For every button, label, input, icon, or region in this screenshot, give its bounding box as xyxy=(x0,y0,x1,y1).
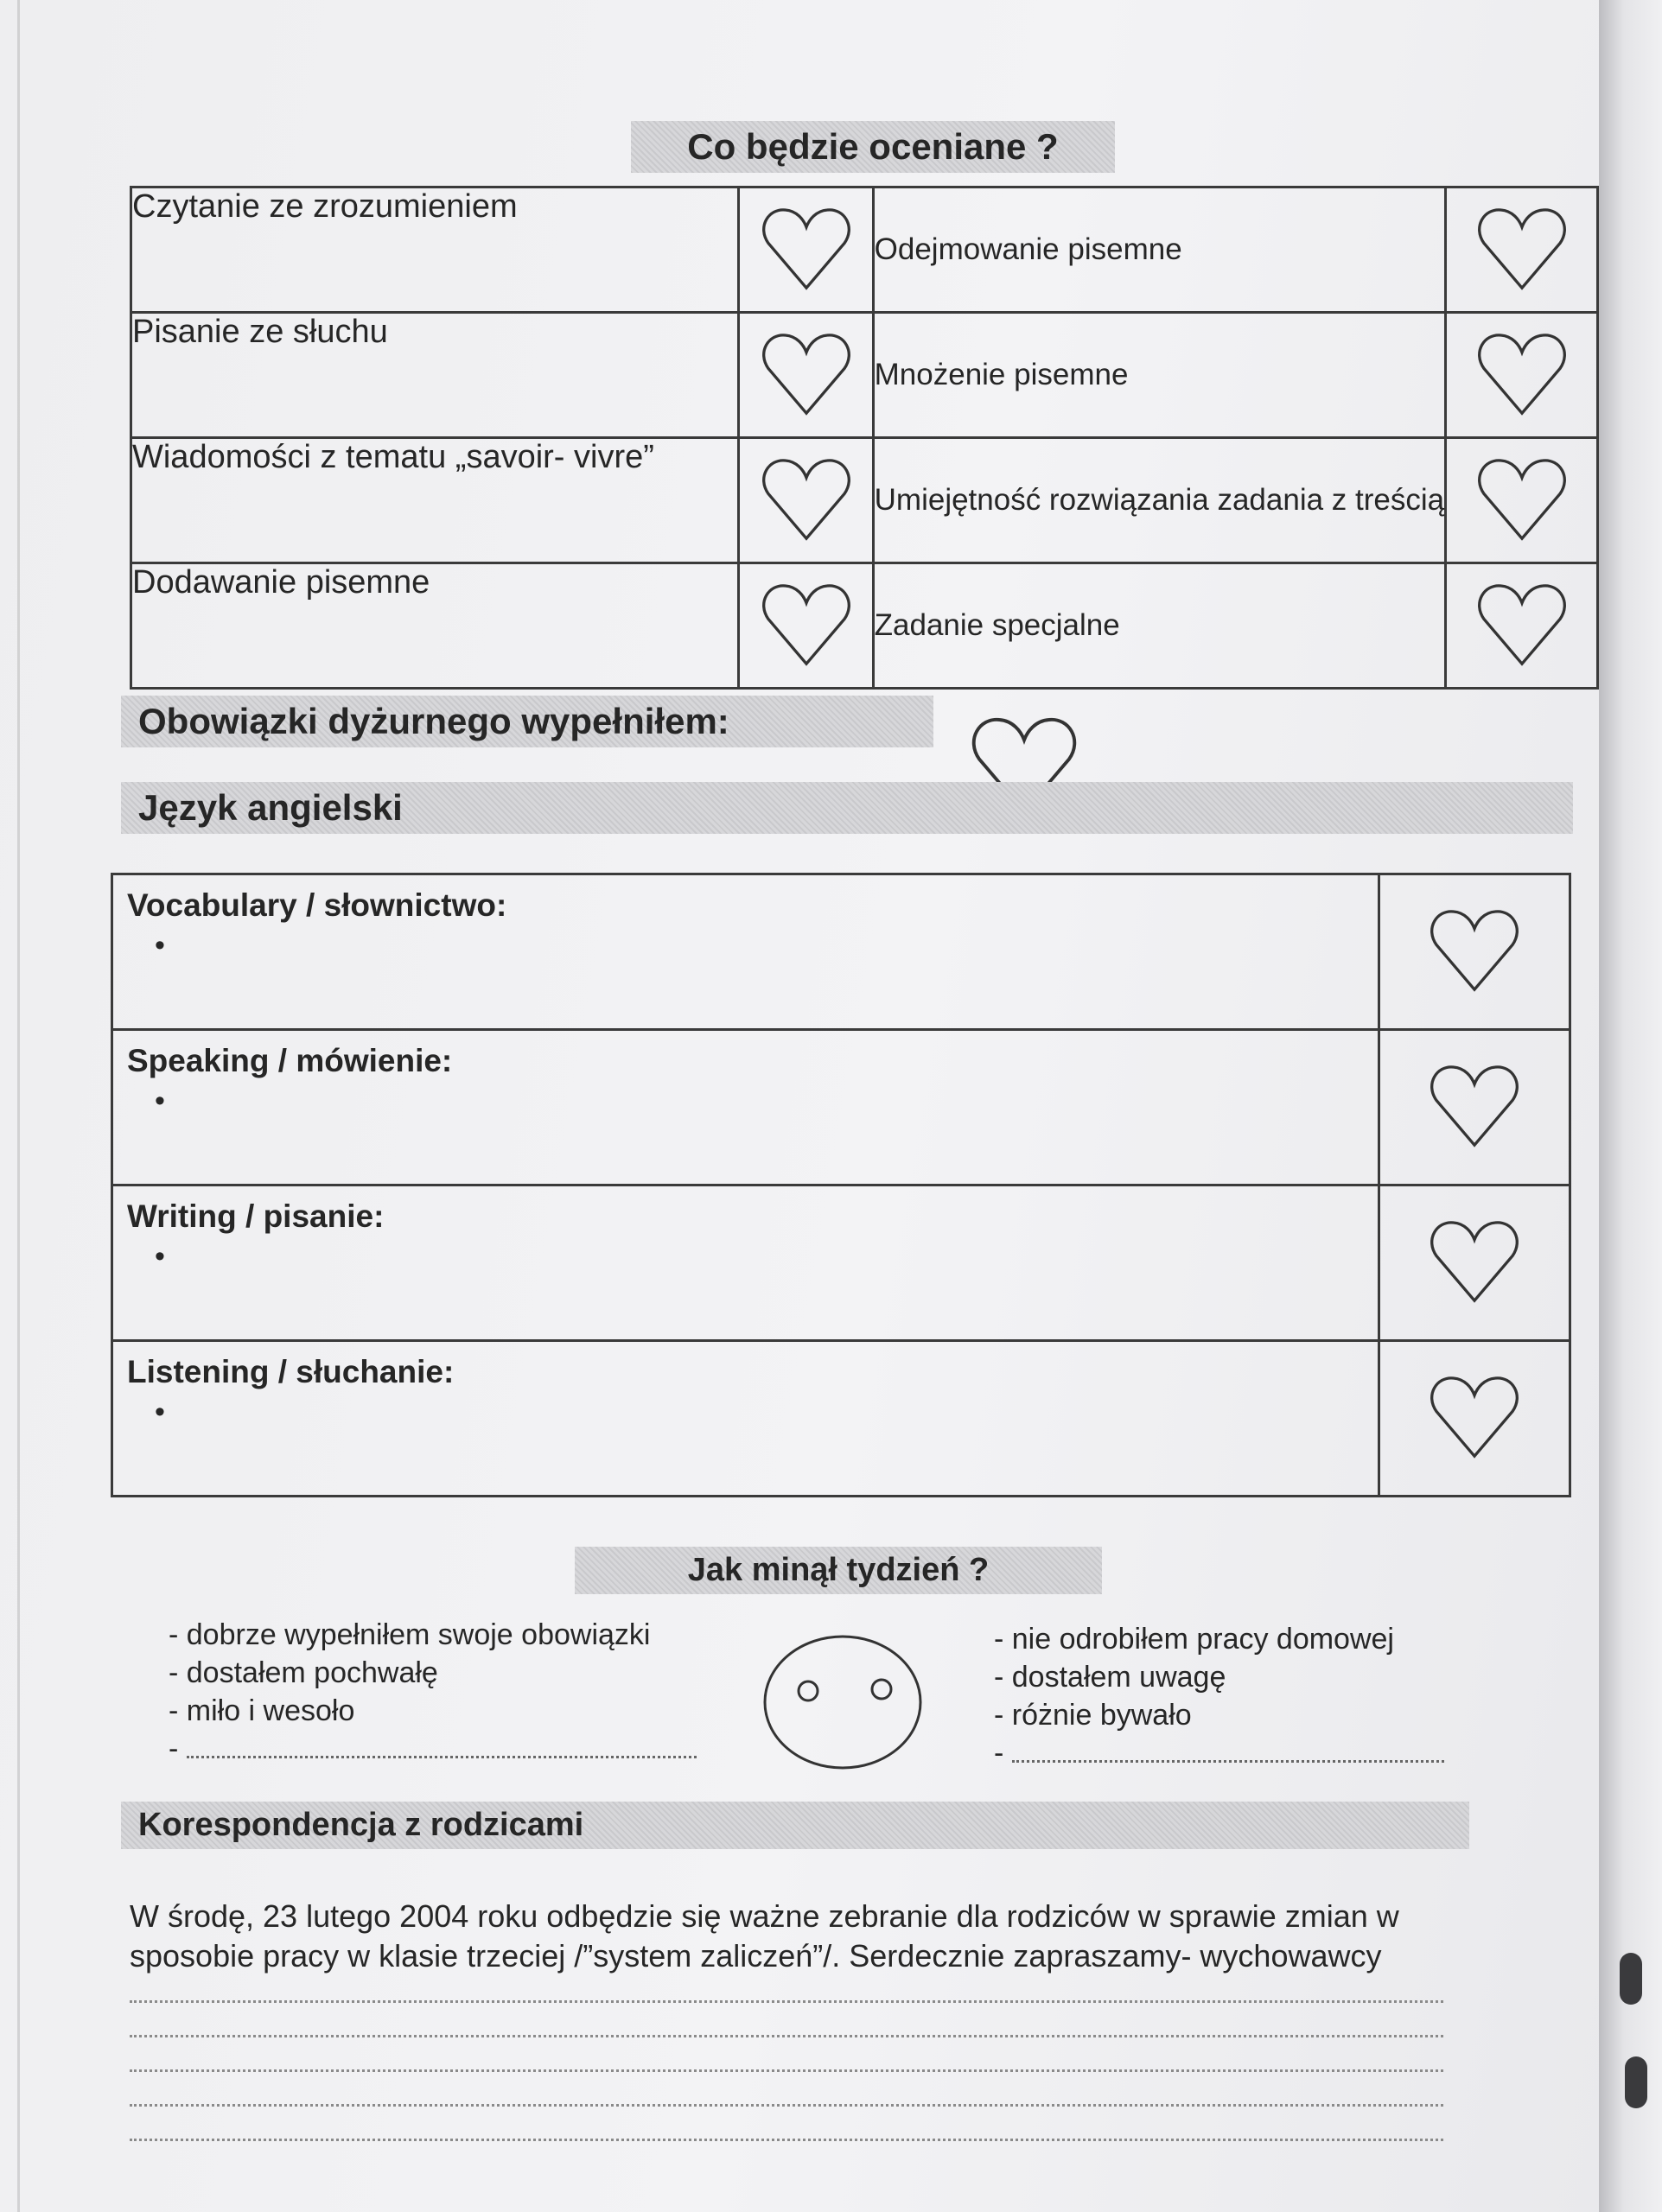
heart-cell xyxy=(739,438,873,563)
english-table xyxy=(111,873,1571,1497)
heart-cell xyxy=(1379,1341,1570,1497)
assessment-skill-right: Mnożenie pisemne xyxy=(873,313,1446,438)
english-row xyxy=(112,1341,1570,1497)
positive-item: - miło i wesoło xyxy=(169,1694,355,1727)
punch-hole xyxy=(1620,1953,1642,2005)
correspondence-heading: Korespondencja z rodzicami xyxy=(121,1802,1469,1849)
english-skill-label: Writing / pisanie: xyxy=(127,1198,385,1234)
assessment-row xyxy=(131,563,1598,689)
heart-icon[interactable] xyxy=(759,326,854,421)
assessment-skill-left: Dodawanie pisemne xyxy=(131,563,739,689)
assessment-skill-right: Zadanie specjalne xyxy=(873,563,1446,689)
duty-heading: Obowiązki dyżurnego wypełniłem: xyxy=(121,696,933,747)
english-skill-label: Vocabulary / słownictwo: xyxy=(127,887,507,923)
face-icon xyxy=(761,1633,925,1771)
heart-cell xyxy=(1379,1030,1570,1185)
heart-icon[interactable] xyxy=(1427,1058,1522,1153)
writing-line[interactable] xyxy=(130,2035,1443,2037)
english-skill-cell[interactable] xyxy=(112,874,1379,1030)
page-edge-line xyxy=(17,0,20,2212)
heart-cell xyxy=(1379,874,1570,1030)
positive-item-blank[interactable]: - xyxy=(169,1730,697,1768)
binder-edge xyxy=(1599,0,1662,2212)
negative-list xyxy=(994,1620,1444,1772)
heart-cell xyxy=(1446,563,1598,689)
assessment-skill-left: Pisanie ze słuchu xyxy=(131,313,739,438)
heart-cell xyxy=(1446,313,1598,438)
heart-icon[interactable] xyxy=(1474,326,1570,421)
bullet-point: • xyxy=(155,1395,165,1428)
heart-cell xyxy=(1446,188,1598,313)
heart-icon[interactable] xyxy=(1474,200,1570,296)
assessment-table xyxy=(130,186,1599,690)
assessment-row xyxy=(131,313,1598,438)
punch-hole xyxy=(1625,2056,1647,2108)
writing-line[interactable] xyxy=(130,2104,1443,2107)
english-skill-cell[interactable] xyxy=(112,1030,1379,1185)
assessment-row xyxy=(131,438,1598,563)
writing-line[interactable] xyxy=(130,2000,1443,2003)
english-row xyxy=(112,1185,1570,1341)
english-row xyxy=(112,1030,1570,1185)
assessment-row xyxy=(131,188,1598,313)
bullet-point: • xyxy=(155,929,165,962)
correspondence-text: W środę, 23 lutego 2004 roku odbędzie się ważne zebranie dla rodziców w sprawie zmian w sposobie pracy w klasie trzeciej /”system zaliczeń”/. Serdecznie zapraszamy- wychowawcy xyxy=(130,1898,1399,1974)
negative-item: - nie odrobiłem pracy domowej xyxy=(994,1623,1394,1656)
heart-icon[interactable] xyxy=(1427,1369,1522,1464)
heart-icon[interactable] xyxy=(1427,902,1522,997)
assessment-skill-right: Odejmowanie pisemne xyxy=(873,188,1446,313)
positive-item: - dobrze wypełniłem swoje obowiązki xyxy=(169,1618,651,1651)
heart-cell xyxy=(739,188,873,313)
assessment-skill-left: Czytanie ze zrozumieniem xyxy=(131,188,739,313)
negative-item: - dostałem uwagę xyxy=(994,1661,1226,1694)
english-heading: Język angielski xyxy=(121,782,1573,834)
heart-cell xyxy=(1446,438,1598,563)
heart-icon[interactable] xyxy=(1474,576,1570,671)
heart-cell xyxy=(1379,1185,1570,1341)
heart-cell xyxy=(739,313,873,438)
heart-icon[interactable] xyxy=(1427,1213,1522,1308)
assessment-skill-left: Wiadomości z tematu „savoir- vivre” xyxy=(131,438,739,563)
assessment-heading: Co będzie oceniane ? xyxy=(631,121,1115,173)
english-skill-cell[interactable] xyxy=(112,1185,1379,1341)
negative-item-blank[interactable]: - xyxy=(994,1734,1444,1772)
bullet-point: • xyxy=(155,1240,165,1273)
heart-icon[interactable] xyxy=(759,200,854,296)
assessment-skill-right: Umiejętność rozwiązania zadania z treścią xyxy=(873,438,1446,563)
english-skill-label: Speaking / mówienie: xyxy=(127,1043,453,1078)
positive-item: - dostałem pochwałę xyxy=(169,1656,438,1689)
heart-icon[interactable] xyxy=(759,451,854,546)
writing-line[interactable] xyxy=(130,2139,1443,2141)
english-skill-cell[interactable] xyxy=(112,1341,1379,1497)
negative-item: - różnie bywało xyxy=(994,1699,1192,1732)
bullet-point: • xyxy=(155,1084,165,1117)
english-row xyxy=(112,874,1570,1030)
heart-icon[interactable] xyxy=(1474,451,1570,546)
writing-line[interactable] xyxy=(130,2069,1443,2072)
week-heading: Jak minął tydzień ? xyxy=(575,1547,1102,1594)
heart-cell xyxy=(739,563,873,689)
english-skill-label: Listening / słuchanie: xyxy=(127,1354,455,1389)
positive-list xyxy=(169,1616,697,1768)
heart-icon[interactable] xyxy=(759,576,854,671)
